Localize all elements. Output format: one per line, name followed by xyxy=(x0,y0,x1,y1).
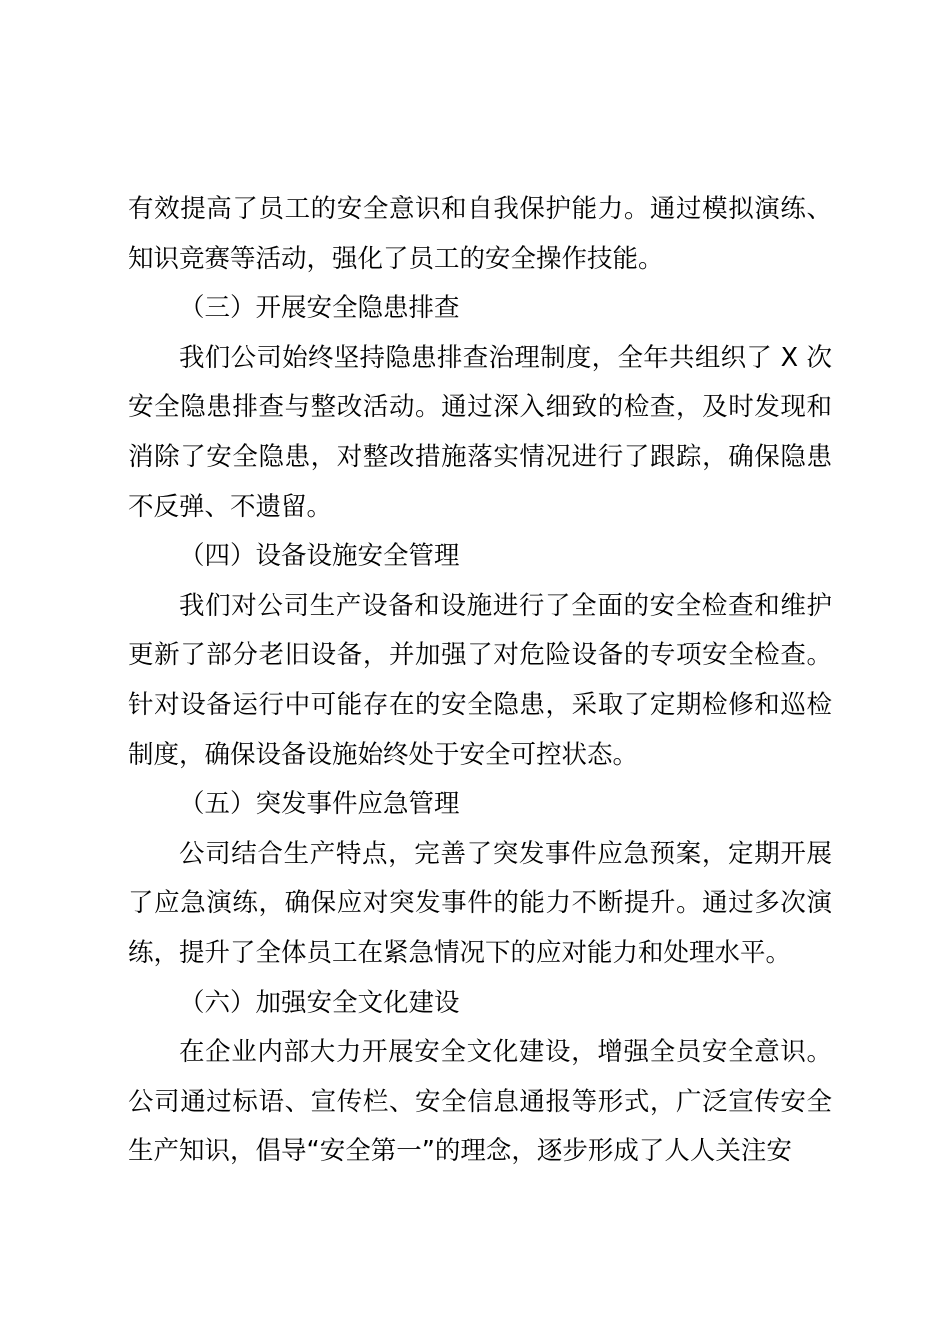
body-paragraph: 在企业内部大力开展安全文化建设，增强全员安全意识。公司通过标语、宣传栏、安全信息通报等形式，广泛宣传安全生产知识，倡导“安全第一”的理念，逐步形成了人人关注安 xyxy=(128,1037,832,1167)
body-paragraph: 公司结合生产特点，完善了突发事件应急预案，定期开展了应急演练，确保应对突发事件的能力不断提升。通过多次演练，提升了全体员工在紧急情况下的应对能力和处理水平。 xyxy=(128,838,832,968)
section-heading-6: （六）加强安全文化建设 xyxy=(179,987,460,1018)
body-paragraph: 我们对公司生产设备和设施进行了全面的安全检查和维护更新了部分老旧设备，并加强了对危险设备的专项安全检查。针对设备运行中可能存在的安全隐患，采取了定期检修和巡检制度，确保设备设施始终处于安全可控状态。 xyxy=(128,590,832,770)
body-paragraph: 我们公司始终坚持隐患排查治理制度，全年共组织了 X 次安全隐患排查与整改活动。通过深入细致的检查，及时发现和消除了安全隐患，对整改措施落实情况进行了跟踪，确保隐患不反弹、不遗留。 xyxy=(128,342,832,522)
body-paragraph: 有效提高了员工的安全意识和自我保护能力。通过模拟演练、知识竞赛等活动，强化了员工的安全操作技能。 xyxy=(128,194,832,274)
document-body xyxy=(128,185,832,1177)
section-heading-3: （三）开展安全隐患排查 xyxy=(179,293,460,324)
section-heading-4: （四）设备设施安全管理 xyxy=(179,541,460,572)
section-heading-5: （五）突发事件应急管理 xyxy=(179,789,460,820)
